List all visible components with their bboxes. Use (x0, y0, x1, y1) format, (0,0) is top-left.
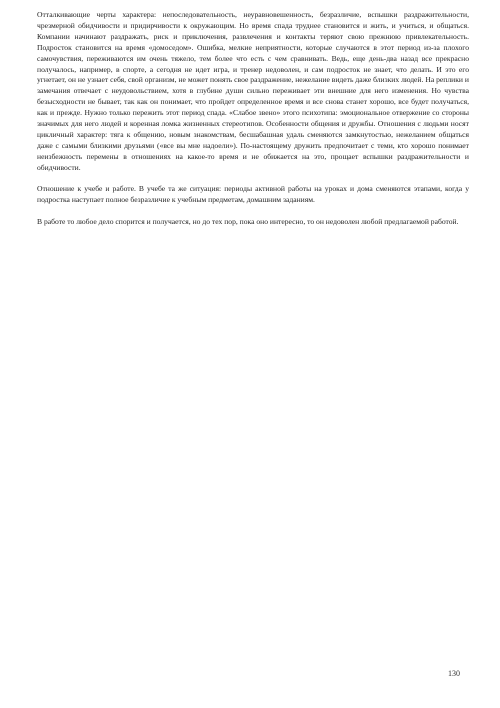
document-body (37, 10, 469, 228)
paragraph-work-interest: В работе то любое дело спорится и получается, но до тех пор, пока оно интересно, то он недоволен любой предлагаемой работой. (37, 217, 459, 227)
page-number: 130 (448, 669, 460, 678)
paragraph-character-traits: Отталкивающие черты характера: непоследовательность, неуравновешенность, безразличие, вспышки раздражительности, чрезмерной обидчивости и придирчивости к окружающим. Но время спада труднее становится и жить, и учиться, и общаться. Компании начинают раздражать, риск и приключения, развлечения и контакты теряют свою прежнюю привлекательность. Подросток становится на время «домоседом». Ошибка, мелкие неприятности, которые случаются в этот период из-за плохого самочувствия, переживаются им очень тяжело, тем более что есть с чем сравнивать. Ведь, еще день-два назад все прекрасно получалось, например, в спорте, а сегодня не идет игра, и тренер недоволен, и сам подросток не знает, что делать. И это его угнетает, он не узнает себя, свой организм, не может понять свое раздражение, нежелание видеть даже близких людей. На реплики и замечания отвечает с неудовольствием, хотя в глубине души сильно переживает эти внешние для него изменения. Но чувства безысходности не бывает, так как он понимает, что пройдет определенное время и все снова станет хорошо, все будет получаться, как и прежде. Нужно только пережить этот период спада. «Слабое звено» этого психотипа: эмоциональное отвержение со стороны значимых для него людей и коренная ломка жизненных стереотипов. Особенности общения и дружбы. Отношения с людьми носят цикличный характер: тяга к общению, новым знакомствам, бесшабашная удаль сменяются замкнутостью, нежеланием общаться даже с самыми близкими друзьями («все вы мне надоели»). По-настоящему дружить предпочитает с теми, кто хорошо понимает неизбежность перемены в отношениях на какое-то время и не обижается на это, прощает вспышки раздражительности и обидчивости. (37, 10, 469, 172)
paragraph-study-and-work: Отношение к учебе и работе. В учебе та же ситуация: периоды активной работы на уроках и дома сменяются этапами, когда у подростка наступает полное безразличие к учебным предметам, домашним заданиям. (37, 184, 469, 205)
paragraph-spacer (37, 174, 469, 185)
paragraph-spacer (37, 206, 469, 217)
